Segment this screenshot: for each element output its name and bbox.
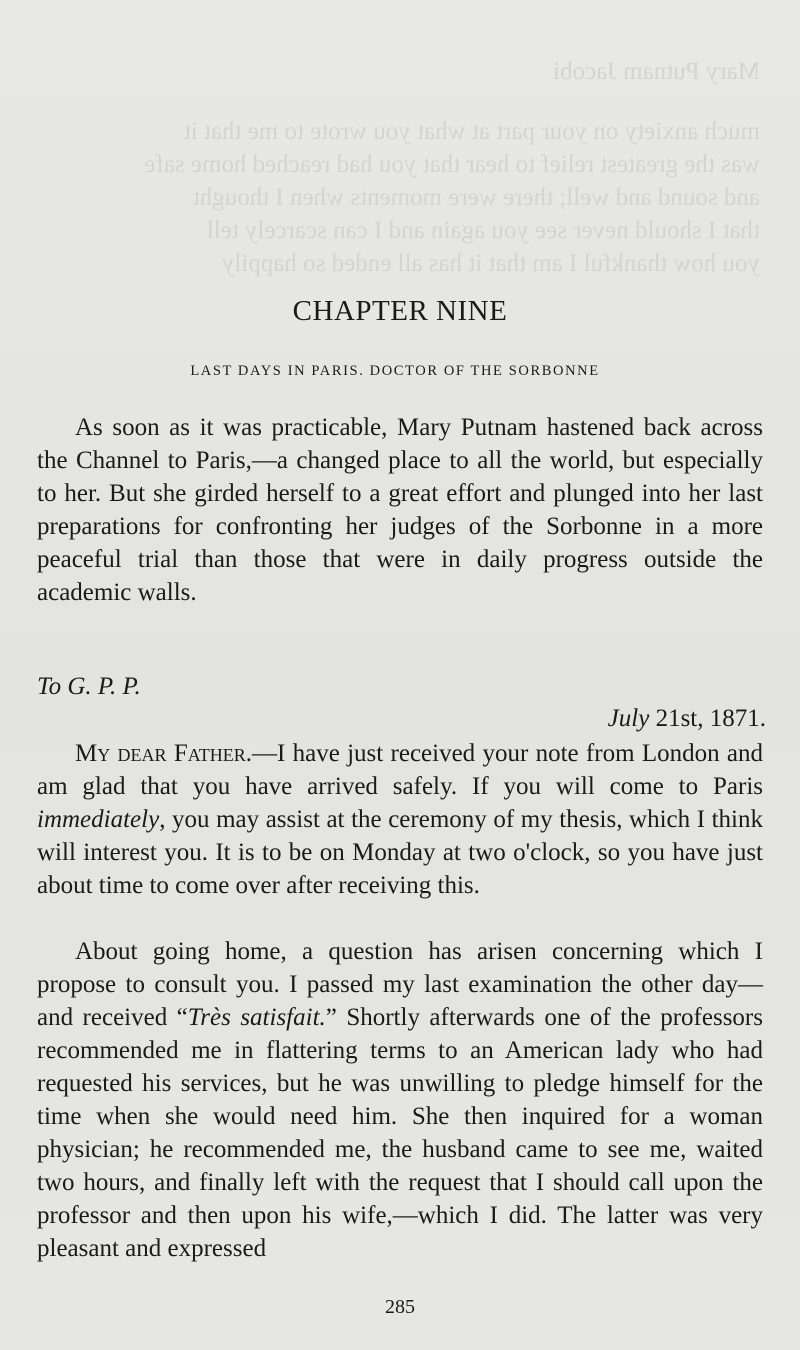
letter-recipient: To G. P. P. — [37, 673, 141, 700]
intro-paragraph: As soon as it was practicable, Mary Putnam hastened back across the Channel to Paris,—a changed place to all the world, but especially to her. But she girded herself to a great effort and plunged into her last preparations for confronting her judges of the Sorbonne in a more peaceful trial than those that were in daily progress outside the academic walls. — [37, 414, 763, 606]
show-through-text: Mary Putnam Jacobi — [553, 58, 760, 85]
letter-p1-text-a: —I have just received your note from London and am glad that you have arrived safely. If you will come to Paris — [37, 740, 763, 800]
letter-paragraph-1 — [37, 737, 763, 902]
chapter-title: CHAPTER NINE — [292, 295, 508, 327]
show-through-text: and sound and well; there were moments when I thought — [192, 184, 760, 211]
letter-paragraph-2 — [37, 935, 763, 1265]
letter-salutation: My dear Father. — [75, 740, 252, 767]
letter-p2-quote: Très satisfait. — [187, 1004, 326, 1031]
chapter-subtitle: LAST DAYS IN PARIS. DOCTOR OF THE SORBONNE — [190, 363, 600, 379]
letter-p2-text-a: About going home, a question has arisen concerning which I propose to consult you. I passed my last examination the other day—and received “ — [37, 938, 763, 1031]
letter-date-rest: 21st, 1871. — [649, 705, 766, 732]
letter-p2-text-b: ” Shortly afterwards one of the professors recommended me in flattering terms to an American lady who had requested his services, but he was unwilling to pledge himself for the time when she would need him. She then inquired for a woman physician; he recommended me, the husband came to see me, waited two hours, and finally left with the request that I should call upon the professor and then upon his wife,—which I did. The latter was very pleasant and expressed — [37, 1004, 763, 1262]
show-through-text: much anxiety on your part at what you wrote to me that it — [183, 118, 760, 145]
page-number: 285 — [385, 1296, 415, 1318]
letter-p1-text-b: , you may assist at the ceremony of my thesis, which I think will interest you. It is to be on Monday at two o'clock, so you have just about time to come over after receiving this. — [37, 806, 763, 899]
show-through-text: that I should never see you again and I can scarcely tell — [206, 217, 760, 244]
letter-date — [608, 705, 766, 733]
show-through-text: you how thankful I am that it has all ended so happily — [221, 250, 760, 277]
show-through-text: was the greatest relief to hear that you had reached home safe — [144, 151, 760, 178]
letter-p1-emphasis: immediately — [37, 806, 160, 833]
letter-date-month: July — [607, 705, 650, 732]
